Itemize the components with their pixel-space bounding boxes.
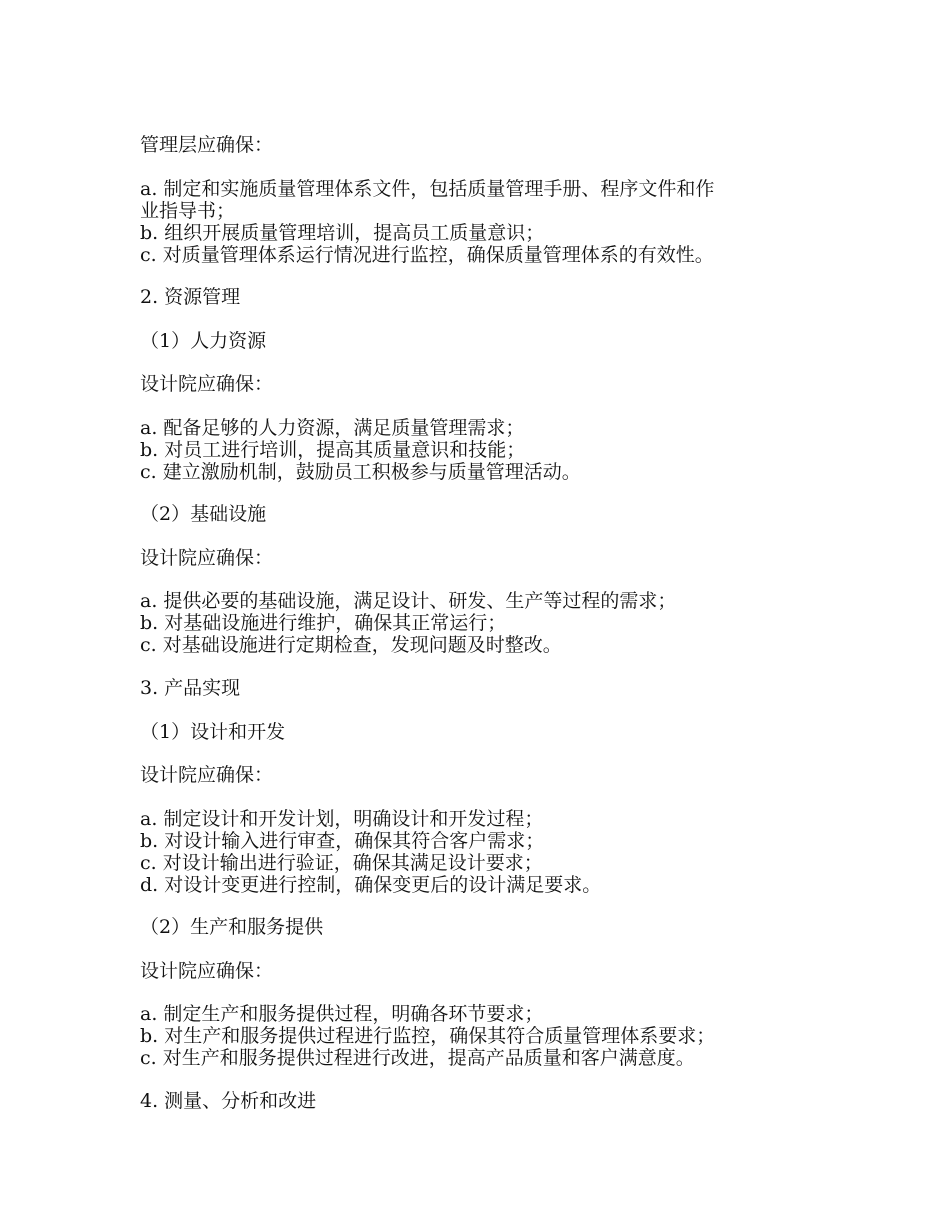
paragraph-institute-ensure bbox=[140, 373, 820, 395]
heading-text: （1）人力资源 bbox=[140, 330, 267, 352]
list-item: c. 对设计输出进行验证，确保其满足设计要求； bbox=[140, 852, 543, 874]
text-line: 设计院应确保： bbox=[140, 547, 274, 569]
section-heading-measurement-analysis-improvement bbox=[140, 1090, 820, 1112]
list-item: a. 制定生产和服务提供过程，明确各环节要求； bbox=[140, 1003, 544, 1025]
subsection-heading-design-development bbox=[140, 721, 820, 743]
list-item: a. 制定设计和开发计划，明确设计和开发过程； bbox=[140, 808, 544, 830]
list-item: b. 组织开展质量管理培训，提高员工质量意识； bbox=[140, 222, 545, 244]
list-item: a. 提供必要的基础设施，满足设计、研发、生产等过程的需求； bbox=[140, 590, 677, 612]
list-item: c. 建立激励机制，鼓励员工积极参与质量管理活动。 bbox=[140, 461, 581, 483]
text-line: 设计院应确保： bbox=[140, 373, 274, 395]
list-item: b. 对基础设施进行维护，确保其正常运行； bbox=[140, 612, 507, 634]
list-item: d. 对设计变更进行控制，确保变更后的设计满足要求。 bbox=[140, 874, 602, 896]
list-item: c. 对基础设施进行定期检查，发现问题及时整改。 bbox=[140, 634, 562, 656]
text-line: 设计院应确保： bbox=[140, 960, 274, 982]
subsection-heading-production-service bbox=[140, 916, 820, 938]
list-human-resources bbox=[140, 417, 820, 483]
heading-text: （2）基础设施 bbox=[140, 503, 267, 525]
text-line: 设计院应确保： bbox=[140, 764, 274, 786]
heading-text: （1）设计和开发 bbox=[140, 721, 286, 743]
subsection-heading-infrastructure bbox=[140, 503, 820, 525]
section-heading-resource-management bbox=[140, 286, 820, 308]
list-infrastructure bbox=[140, 590, 820, 656]
heading-text: （2）生产和服务提供 bbox=[140, 916, 324, 938]
paragraph-institute-ensure bbox=[140, 764, 820, 786]
paragraph-institute-ensure bbox=[140, 547, 820, 569]
list-item: c. 对生产和服务提供过程进行改进，提高产品质量和客户满意度。 bbox=[140, 1047, 695, 1069]
paragraph-institute-ensure bbox=[140, 960, 820, 982]
heading-text: 2. 资源管理 bbox=[140, 286, 241, 308]
list-item-continuation: 业指导书； bbox=[140, 200, 236, 222]
list-item: a. 制定和实施质量管理体系文件，包括质量管理手册、程序文件和作 bbox=[140, 178, 715, 200]
heading-text: 3. 产品实现 bbox=[140, 677, 241, 699]
list-item: c. 对质量管理体系运行情况进行监控，确保质量管理体系的有效性。 bbox=[140, 244, 714, 266]
list-item: b. 对设计输入进行审查，确保其符合客户需求； bbox=[140, 830, 545, 852]
list-design-development bbox=[140, 808, 820, 896]
section-heading-product-realization bbox=[140, 677, 820, 699]
list-item: b. 对生产和服务提供过程进行监控，确保其符合质量管理体系要求； bbox=[140, 1025, 716, 1047]
list-item: a. 配备足够的人力资源，满足质量管理需求； bbox=[140, 417, 525, 439]
paragraph-management-intro bbox=[140, 134, 820, 156]
subsection-heading-human-resources bbox=[140, 330, 820, 352]
heading-text: 4. 测量、分析和改进 bbox=[140, 1090, 317, 1112]
list-production-service bbox=[140, 1003, 820, 1069]
list-item: b. 对员工进行培训，提高其质量意识和技能； bbox=[140, 439, 526, 461]
text-line: 管理层应确保： bbox=[140, 134, 274, 156]
list-management-duties bbox=[140, 178, 820, 266]
